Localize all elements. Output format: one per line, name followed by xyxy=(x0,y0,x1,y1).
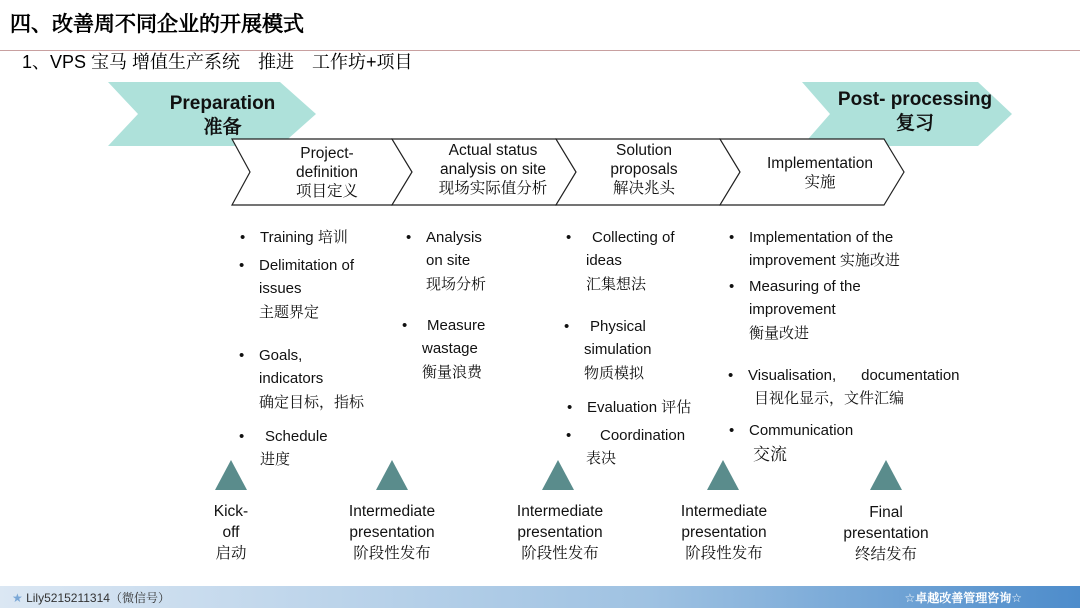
footer-bar xyxy=(0,586,1080,608)
milestone-triangle-intermediate-3 xyxy=(707,460,739,490)
star-icon: ★ xyxy=(12,591,27,605)
col3-item-evaluation: • Evaluation 评估 xyxy=(567,399,692,416)
col1-item-schedule: • Schedule 进度 xyxy=(239,428,328,469)
col1-item-delimitation: • Delimitation of issues 主题界定 xyxy=(239,257,355,321)
phase-label-solution-proposals: Solution proposals 解决兆头 xyxy=(610,142,678,197)
milestone-triangle-final xyxy=(870,460,902,490)
col3-item-collecting: • Collecting of ideas 汇集想法 xyxy=(566,229,675,293)
col1-item-training: • Training 培训 xyxy=(240,229,348,246)
milestone-label-intermediate-3: Intermediate presentation 阶段性发布 xyxy=(680,503,768,562)
milestone-label-intermediate-2: Intermediate presentation 阶段性发布 xyxy=(516,503,604,562)
milestone-label-intermediate-1: Intermediate presentation 阶段性发布 xyxy=(348,503,436,562)
phase-label-project-definition: Project- definition 项目定义 xyxy=(295,145,359,200)
page-title: 四、改善周不同企业的开展模式 xyxy=(10,13,304,36)
col3-item-physical: • Physical simulation 物质模拟 xyxy=(564,318,652,382)
footer-brand: ☆卓越改善管理咨询☆ xyxy=(904,591,1022,605)
phase-label-implementation: Implementation 实施 xyxy=(767,155,873,191)
milestone-label-kickoff: Kick- off 启动 xyxy=(213,503,249,562)
col4-item-implementation: • Implementation of the improvement 实施改进 xyxy=(729,229,900,270)
milestone-triangle-kickoff xyxy=(215,460,247,490)
col1-item-goals: • Goals, indicators 确定目标，指标 xyxy=(239,347,365,411)
milestone-triangle-intermediate-1 xyxy=(376,460,408,490)
col3-item-coordination: • Coordination 表决 xyxy=(566,427,686,468)
page-subtitle: 1、VPS 宝马 增值生产系统 推进 工作坊+项目 xyxy=(22,52,413,72)
milestone-label-final: Final presentation 终结发布 xyxy=(843,504,929,563)
phase-label-status-analysis: Actual status analysis on site 现场实际值分析 xyxy=(438,142,548,197)
milestone-triangle-intermediate-2 xyxy=(542,460,574,490)
col4-item-communication: • Communication 交流 xyxy=(729,422,854,465)
col2-item-analysis: • Analysis on site 现场分析 xyxy=(406,229,487,293)
col4-item-measuring: • Measuring of the improvement 衡量改进 xyxy=(729,278,861,342)
col2-item-measure: • Measure wastage 衡量浪费 xyxy=(402,317,486,381)
col4-item-visualisation: • Visualisation, documentation 目视化显示，文件汇编 xyxy=(728,367,960,408)
preparation-label: Preparation 准备 xyxy=(169,93,276,138)
post-processing-label: Post- processing 复习 xyxy=(837,89,993,134)
footer-contact: ★ Lily5215211314（微信号） xyxy=(12,591,170,605)
